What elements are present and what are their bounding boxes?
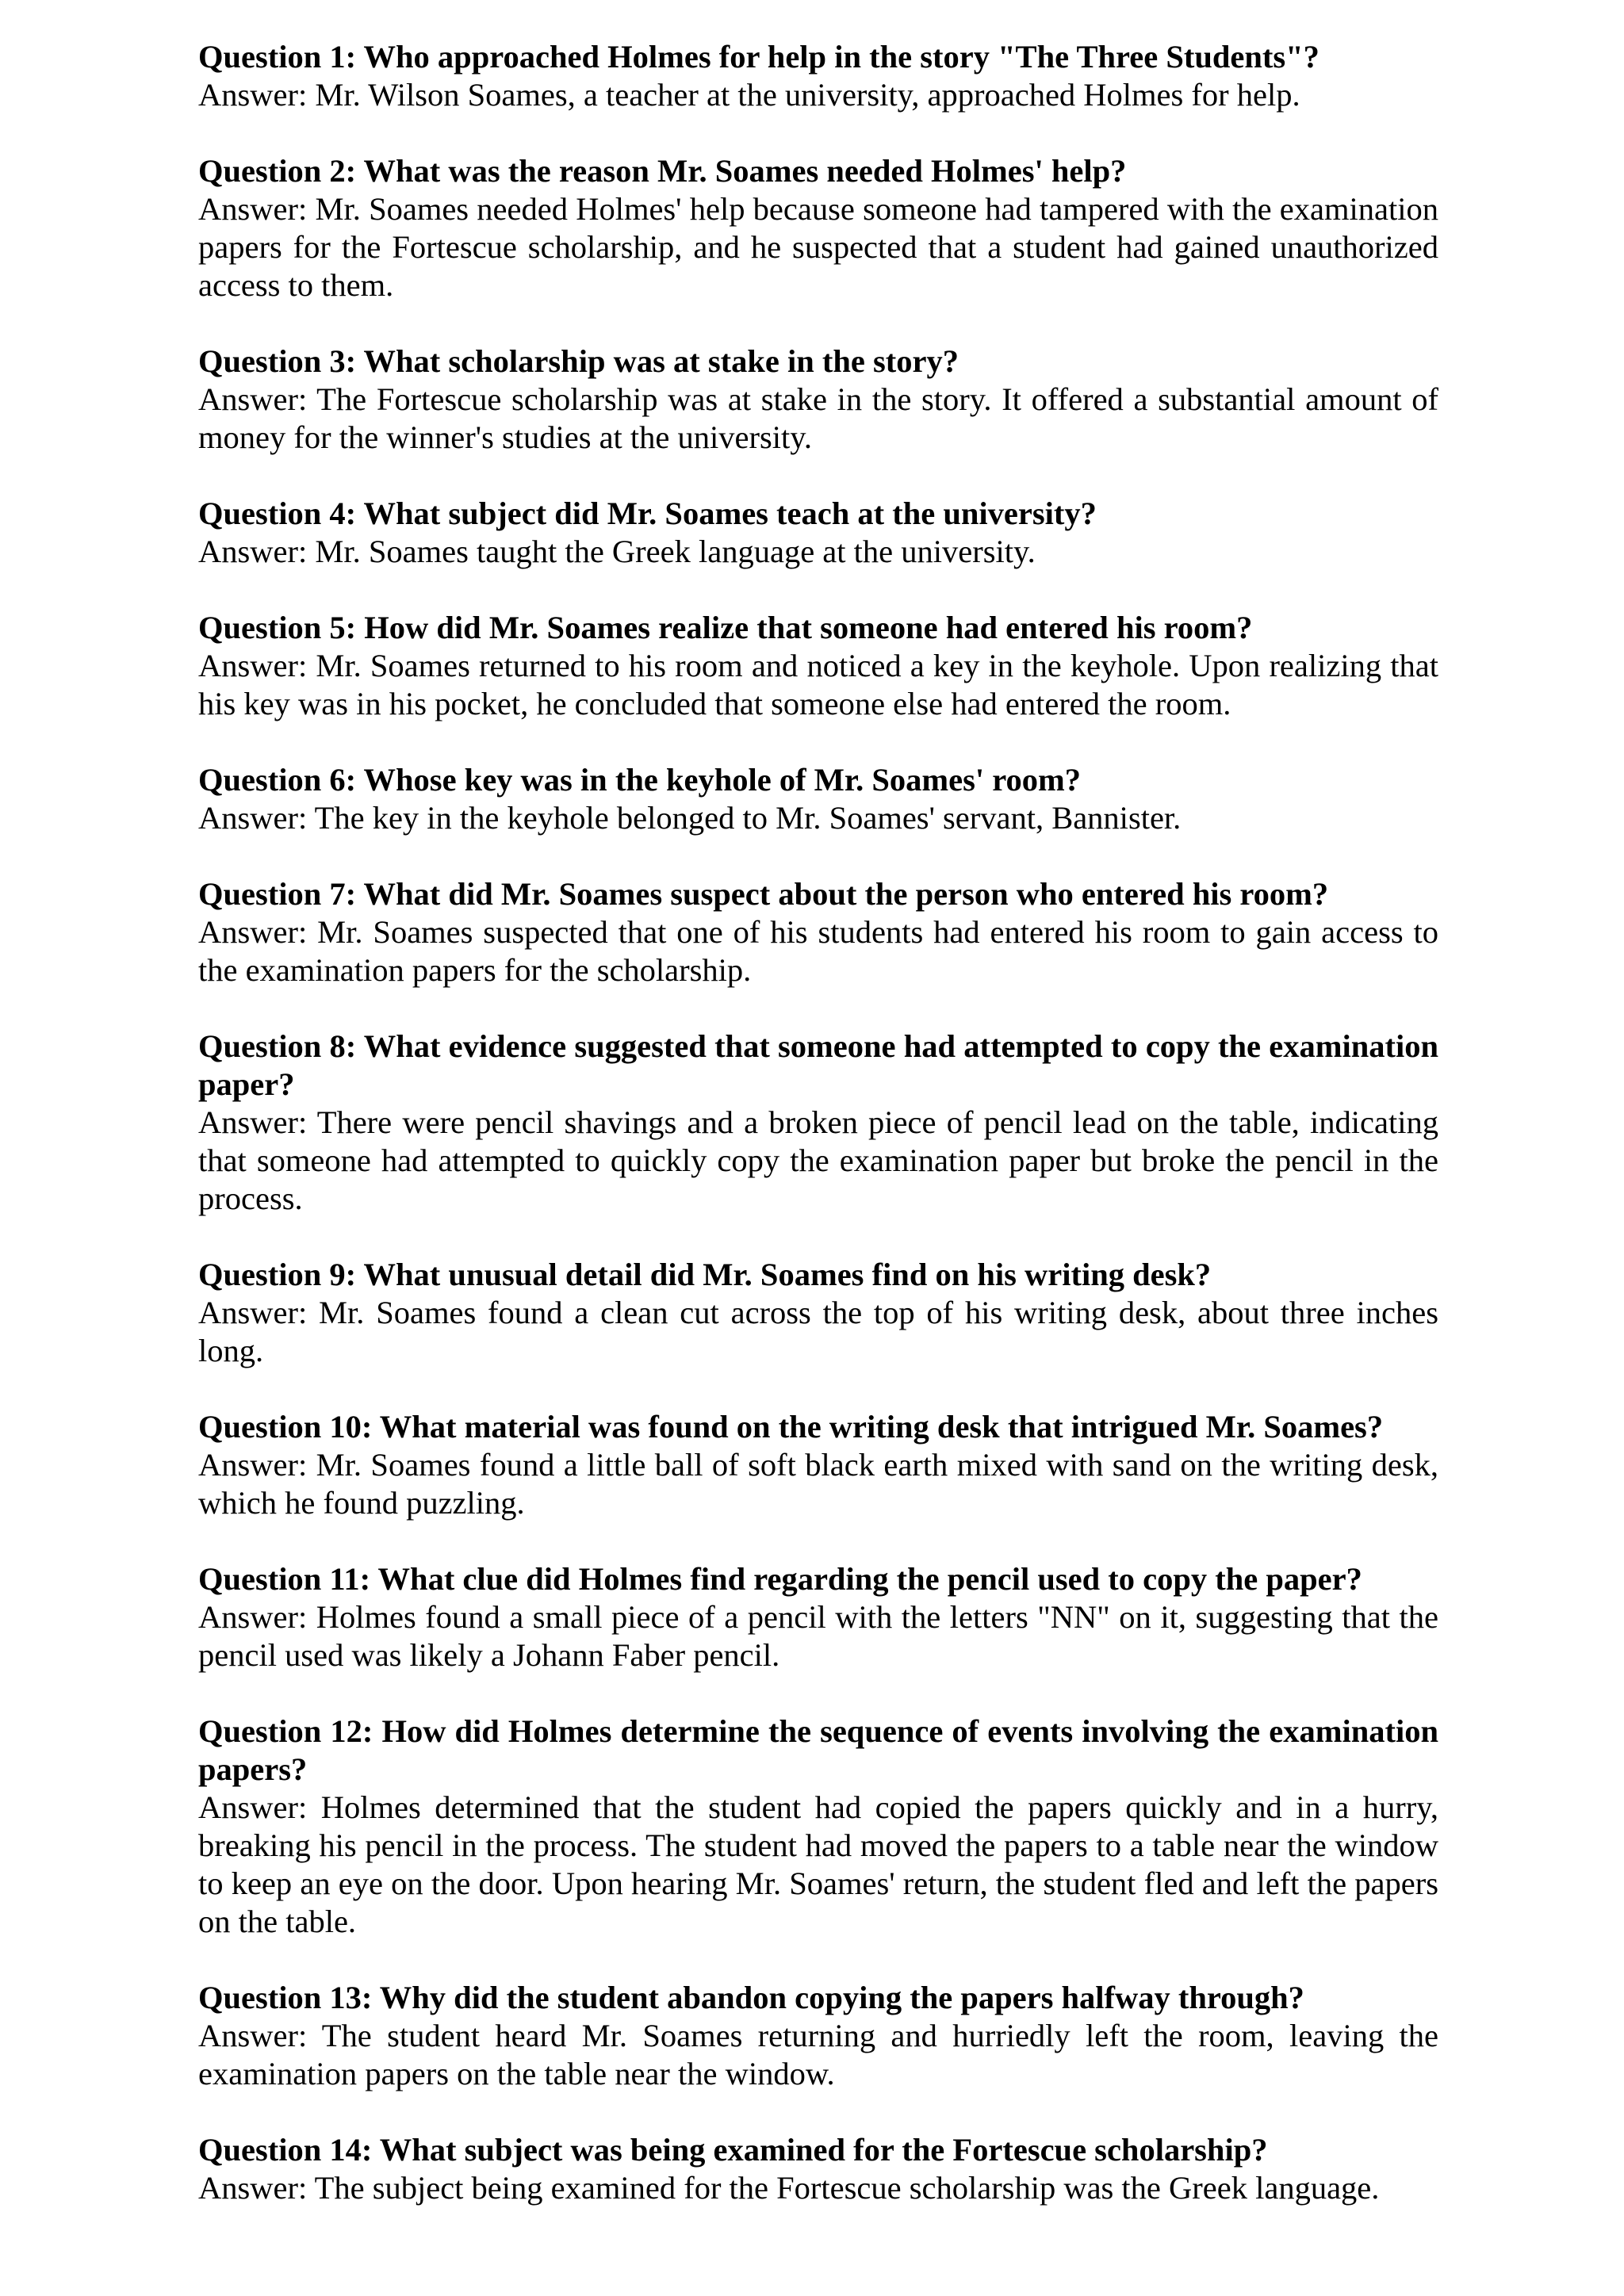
answer-4: Answer: Mr. Soames taught the Greek language at the university. (198, 534, 1036, 569)
qa-item-12 (198, 1712, 1438, 1941)
answer-13: Answer: The student heard Mr. Soames returning and hurriedly left the room, leaving the examination papers on the table near the window. (198, 2018, 1438, 2091)
question-13: Question 13: Why did the student abandon copying the papers halfway through? (198, 1980, 1304, 2015)
answer-7: Answer: Mr. Soames suspected that one of his students had entered his room to gain access to the examination papers for the scholarship. (198, 914, 1438, 988)
qa-item-4 (198, 495, 1438, 571)
answer-3: Answer: The Fortescue scholarship was at stake in the story. It offered a substantial amount of money for the winner's studies at the university. (198, 381, 1438, 455)
answer-9: Answer: Mr. Soames found a clean cut across the top of his writing desk, about three inches long. (198, 1295, 1438, 1368)
question-8: Question 8: What evidence suggested that someone had attempted to copy the examination paper? (198, 1028, 1438, 1102)
answer-10: Answer: Mr. Soames found a little ball of soft black earth mixed with sand on the writing desk, which he found puzzling. (198, 1447, 1438, 1521)
qa-item-13 (198, 1979, 1438, 2093)
answer-12: Answer: Holmes determined that the student had copied the papers quickly and in a hurry, breaking his pencil in the process. The student had moved the papers to a table near the window to keep an eye on the door. Upon hearing Mr. Soames' return, the student fled and left the papers on the table. (198, 1789, 1438, 1939)
document-page (198, 38, 1438, 2245)
qa-item-11 (198, 1560, 1438, 1674)
qa-item-7 (198, 875, 1438, 989)
qa-item-6 (198, 761, 1438, 837)
qa-item-5 (198, 609, 1438, 723)
question-9: Question 9: What unusual detail did Mr. Soames find on his writing desk? (198, 1257, 1212, 1292)
qa-item-2 (198, 152, 1438, 304)
question-11: Question 11: What clue did Holmes find regarding the pencil used to copy the paper? (198, 1561, 1362, 1597)
answer-14: Answer: The subject being examined for the Fortescue scholarship was the Greek language. (198, 2170, 1380, 2206)
qa-item-1 (198, 38, 1438, 114)
question-3: Question 3: What scholarship was at stake in the story? (198, 343, 959, 379)
question-4: Question 4: What subject did Mr. Soames teach at the university? (198, 496, 1097, 531)
qa-item-9 (198, 1256, 1438, 1370)
question-10: Question 10: What material was found on the writing desk that intrigued Mr. Soames? (198, 1409, 1384, 1445)
answer-6: Answer: The key in the keyhole belonged to Mr. Soames' servant, Bannister. (198, 800, 1182, 836)
question-1: Question 1: Who approached Holmes for help in the story "The Three Students"? (198, 39, 1320, 75)
question-2: Question 2: What was the reason Mr. Soames needed Holmes' help? (198, 153, 1127, 189)
qa-item-14 (198, 2131, 1438, 2207)
qa-item-8 (198, 1027, 1438, 1218)
question-14: Question 14: What subject was being examined for the Fortescue scholarship? (198, 2132, 1268, 2168)
answer-5: Answer: Mr. Soames returned to his room and noticed a key in the keyhole. Upon realizing that his key was in his pocket, he concluded that someone else had entered the room. (198, 648, 1438, 721)
answer-8: Answer: There were pencil shavings and a broken piece of pencil lead on the table, indicating that someone had attempted to quickly copy the examination paper but broke the pencil in the process. (198, 1104, 1438, 1216)
question-6: Question 6: Whose key was in the keyhole of Mr. Soames' room? (198, 762, 1082, 798)
answer-1: Answer: Mr. Wilson Soames, a teacher at the university, approached Holmes for help. (198, 77, 1300, 113)
question-5: Question 5: How did Mr. Soames realize that someone had entered his room? (198, 610, 1253, 645)
answer-11: Answer: Holmes found a small piece of a pencil with the letters "NN" on it, suggesting that the pencil used was likely a Johann Faber pencil. (198, 1599, 1438, 1673)
question-7: Question 7: What did Mr. Soames suspect about the person who entered his room? (198, 876, 1329, 912)
answer-2: Answer: Mr. Soames needed Holmes' help because someone had tampered with the examination papers for the Fortescue scholarship, and he suspected that a student had gained unauthorized access to them. (198, 191, 1438, 303)
question-12: Question 12: How did Holmes determine the sequence of events involving the examination papers? (198, 1713, 1438, 1787)
qa-item-10 (198, 1408, 1438, 1522)
qa-item-3 (198, 342, 1438, 457)
